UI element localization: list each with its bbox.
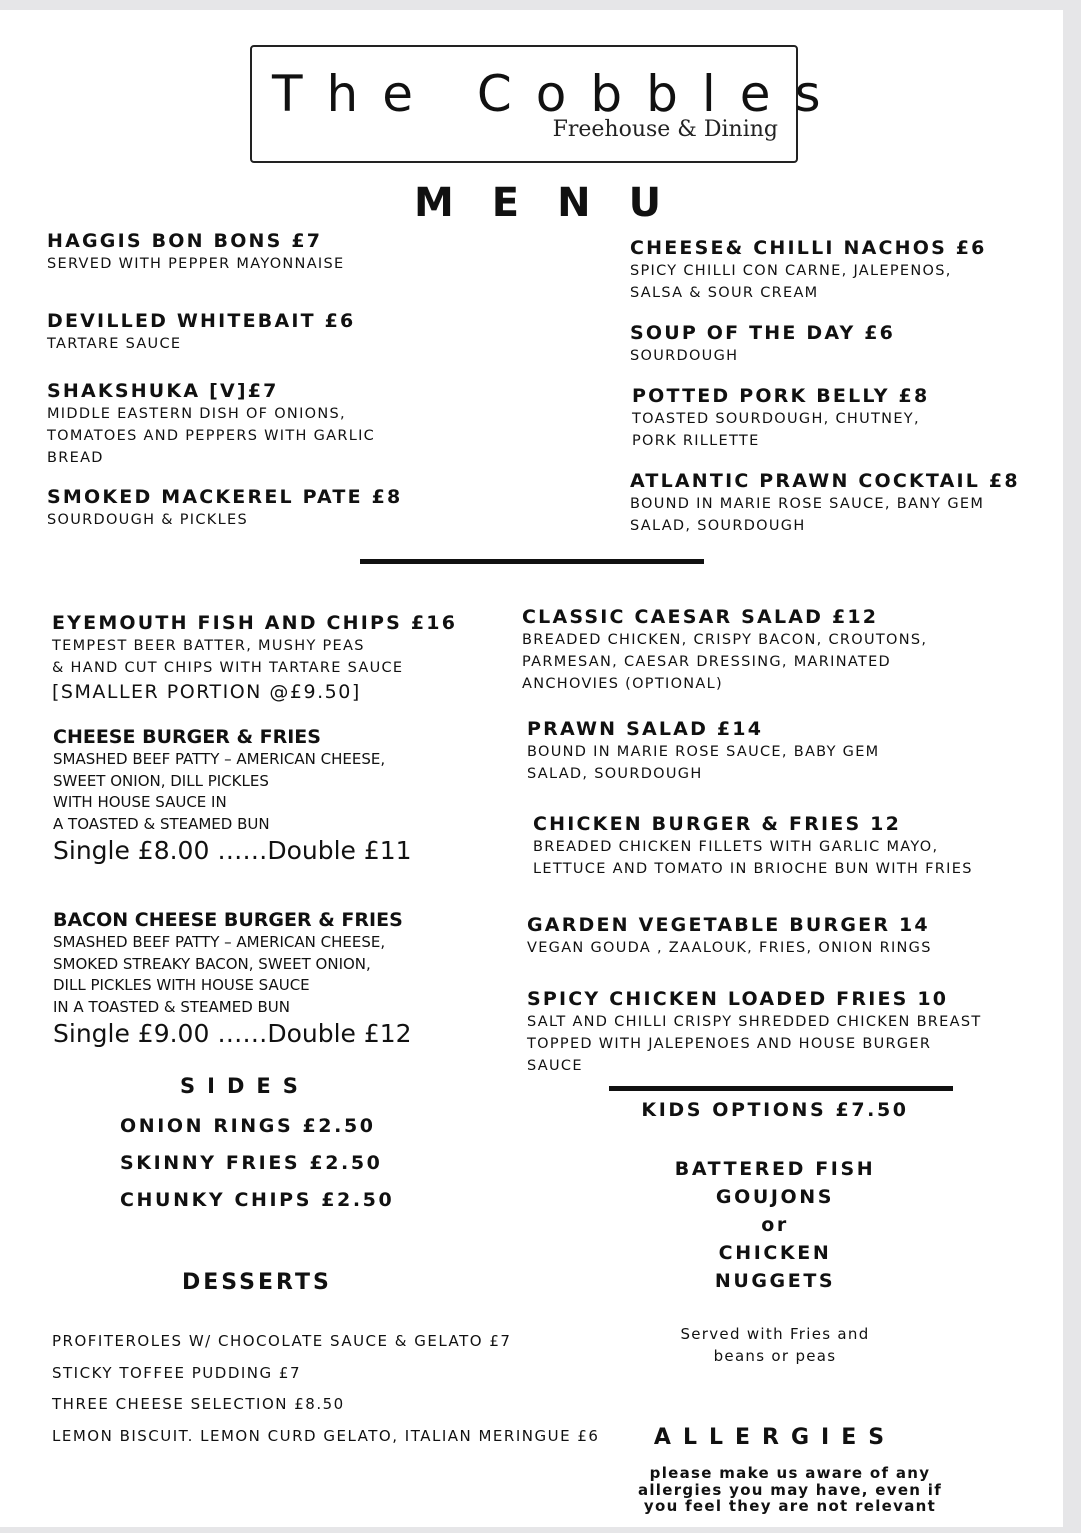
item-desc: WITH HOUSE SAUCE IN [53, 793, 227, 811]
item-desc: LETTUCE AND TOMATO IN BRIOCHE BUN WITH FRIES [533, 861, 973, 877]
starter-prawn-cocktail [630, 469, 1020, 537]
menu-sheet [0, 10, 1063, 1527]
item-desc: SMASHED BEEF PATTY – AMERICAN CHEESE, [53, 933, 386, 951]
allergies-heading: ALLERGIES [653, 1425, 897, 1450]
sides-list [120, 1108, 394, 1219]
kids-divider [609, 1086, 953, 1091]
main-loaded-fries [527, 987, 982, 1077]
kids-served-note [630, 1323, 920, 1367]
starter-whitebait [47, 309, 355, 355]
main-veg-burger [527, 913, 932, 959]
main-prawn-salad [527, 717, 880, 785]
starter-mackerel [47, 485, 402, 531]
desserts-heading: DESSERTS [182, 1270, 332, 1295]
sides-heading: SIDES [180, 1074, 310, 1098]
item-desc: TOASTED SOURDOUGH, CHUTNEY, [632, 411, 920, 427]
logo-name: The Cobbles [272, 65, 845, 123]
starter-shakshuka [47, 379, 375, 469]
item-desc: IN A TOASTED & STEAMED BUN [53, 997, 291, 1016]
dessert-item: LEMON BISCUIT. LEMON CURD GELATO, ITALIAN MERINGUE £6 [52, 1426, 600, 1445]
dessert-item: PROFITEROLES W/ CHOCOLATE SAUCE & GELATO £7 [52, 1332, 512, 1350]
item-desc: PORK RILLETTE [632, 433, 760, 449]
item-desc: SWEET ONION, DILL PICKLES [53, 771, 269, 790]
item-desc: TEMPEST BEER BATTER, MUSHY PEAS [52, 638, 365, 654]
item-desc: SALAD, SOURDOUGH [630, 518, 806, 534]
price-line: Single £8.00 ……Double £11 [53, 836, 412, 865]
item-desc: MIDDLE EASTERN DISH OF ONIONS, [47, 406, 346, 422]
main-bacon-cheese-burger [53, 908, 412, 1050]
item-title: SPICY CHICKEN LOADED FRIES 10 [527, 988, 949, 1010]
side-item: CHUNKY CHIPS £2.50 [120, 1189, 395, 1211]
item-desc: SOURDOUGH [630, 348, 739, 364]
dessert-item: STICKY TOFFEE PUDDING £7 [52, 1363, 302, 1382]
kids-option-line: GOUJONS [715, 1186, 835, 1208]
item-desc: SERVED WITH PEPPER MAYONNAISE [47, 256, 345, 272]
allergies-line: you feel they are not relevant [643, 1497, 937, 1515]
item-title: ATLANTIC PRAWN COCKTAIL £8 [630, 470, 1020, 492]
item-title: CHEESE BURGER & FRIES [53, 726, 321, 748]
item-title: EYEMOUTH FISH AND CHIPS £16 [52, 612, 458, 634]
item-desc: VEGAN GOUDA , ZAALOUK, FRIES, ONION RINGS [527, 940, 932, 956]
kids-options [630, 1155, 920, 1295]
item-desc: BOUND IN MARIE ROSE SAUCE, BANY GEM [630, 496, 985, 512]
item-title: DEVILLED WHITEBAIT £6 [47, 310, 356, 332]
item-desc: PARMESAN, CAESAR DRESSING, MARINATED [522, 654, 892, 670]
kids-option-line: or [761, 1214, 789, 1236]
smaller-portion-note: [SMALLER PORTION @£9.50] [52, 681, 361, 703]
item-title: PRAWN SALAD £14 [527, 718, 764, 740]
kids-served-line: beans or peas [713, 1347, 837, 1365]
allergies-note [620, 1465, 960, 1515]
item-desc: TOPPED WITH JALEPENOES AND HOUSE BURGER [527, 1036, 932, 1052]
allergies-line: allergies you may have, even if [637, 1480, 943, 1499]
menu-title: MENU [414, 180, 700, 226]
item-desc: SMOKED STREAKY BACON, SWEET ONION, [53, 954, 371, 973]
kids-served-line: Served with Fries and [680, 1325, 870, 1343]
item-title: CHEESE& CHILLI NACHOS £6 [630, 237, 987, 259]
item-desc: BREAD [47, 450, 104, 466]
desserts-list [52, 1326, 599, 1452]
item-desc: BREADED CHICKEN FILLETS WITH GARLIC MAYO, [533, 839, 939, 855]
side-item: SKINNY FRIES £2.50 [120, 1152, 383, 1174]
item-title: BACON CHEESE BURGER & FRIES [53, 909, 403, 931]
kids-option-line: NUGGETS [714, 1270, 836, 1292]
starter-haggis [47, 229, 344, 275]
item-desc: SPICY CHILLI CON CARNE, JALEPENOS, [630, 263, 952, 279]
kids-option-line: CHICKEN [718, 1242, 832, 1264]
side-item: ONION RINGS £2.50 [120, 1115, 376, 1137]
item-title: SOUP OF THE DAY £6 [630, 322, 896, 344]
price-line: Single £9.00 ……Double £12 [53, 1019, 412, 1048]
item-desc: & HAND CUT CHIPS WITH TARTARE SAUCE [52, 660, 404, 676]
item-desc: A TOASTED & STEAMED BUN [53, 814, 270, 833]
item-title: HAGGIS BON BONS £7 [47, 230, 323, 252]
section-divider [360, 559, 704, 564]
item-title: CHICKEN BURGER & FRIES 12 [533, 813, 902, 835]
item-desc: SMASHED BEEF PATTY – AMERICAN CHEESE, [53, 750, 386, 768]
item-title: CLASSIC CAESAR SALAD £12 [522, 606, 879, 628]
kids-heading: KIDS OPTIONS £7.50 [641, 1099, 909, 1121]
item-desc: ANCHOVIES (OPTIONAL) [522, 676, 723, 692]
starter-nachos [630, 236, 987, 304]
item-desc: SALAD, SOURDOUGH [527, 766, 703, 782]
item-desc: BREADED CHICKEN, CRISPY BACON, CROUTONS, [522, 632, 928, 648]
item-desc: DILL PICKLES WITH HOUSE SAUCE [53, 976, 310, 994]
logo-box [250, 45, 845, 163]
item-desc: TOMATOES AND PEPPERS WITH GARLIC [47, 428, 376, 444]
kids-option-line: BATTERED FISH [674, 1158, 876, 1180]
item-desc: SALT AND CHILLI CRISPY SHREDDED CHICKEN BREAST [527, 1014, 982, 1030]
main-caesar-salad [522, 605, 927, 695]
starter-soup [630, 321, 895, 367]
logo-tagline: Freehouse & Dining [552, 117, 778, 142]
main-cheese-burger [53, 725, 412, 867]
item-desc: SAUCE [527, 1058, 583, 1074]
item-title: SMOKED MACKEREL PATE £8 [47, 486, 403, 508]
item-desc: BOUND IN MARIE ROSE SAUCE, BABY GEM [527, 744, 880, 760]
dessert-item: THREE CHEESE SELECTION £8.50 [52, 1395, 345, 1413]
item-desc: SALSA & SOUR CREAM [630, 285, 819, 301]
starter-pork-belly [632, 384, 929, 452]
item-title: SHAKSHUKA [V]£7 [47, 380, 279, 402]
item-title: POTTED PORK BELLY £8 [632, 385, 930, 407]
item-title: GARDEN VEGETABLE BURGER 14 [527, 914, 930, 936]
allergies-line: please make us aware of any [649, 1464, 931, 1482]
item-desc: SOURDOUGH & PICKLES [47, 512, 248, 528]
main-chicken-burger [533, 812, 973, 880]
main-fish-and-chips [52, 611, 457, 705]
item-desc: TARTARE SAUCE [47, 336, 182, 352]
